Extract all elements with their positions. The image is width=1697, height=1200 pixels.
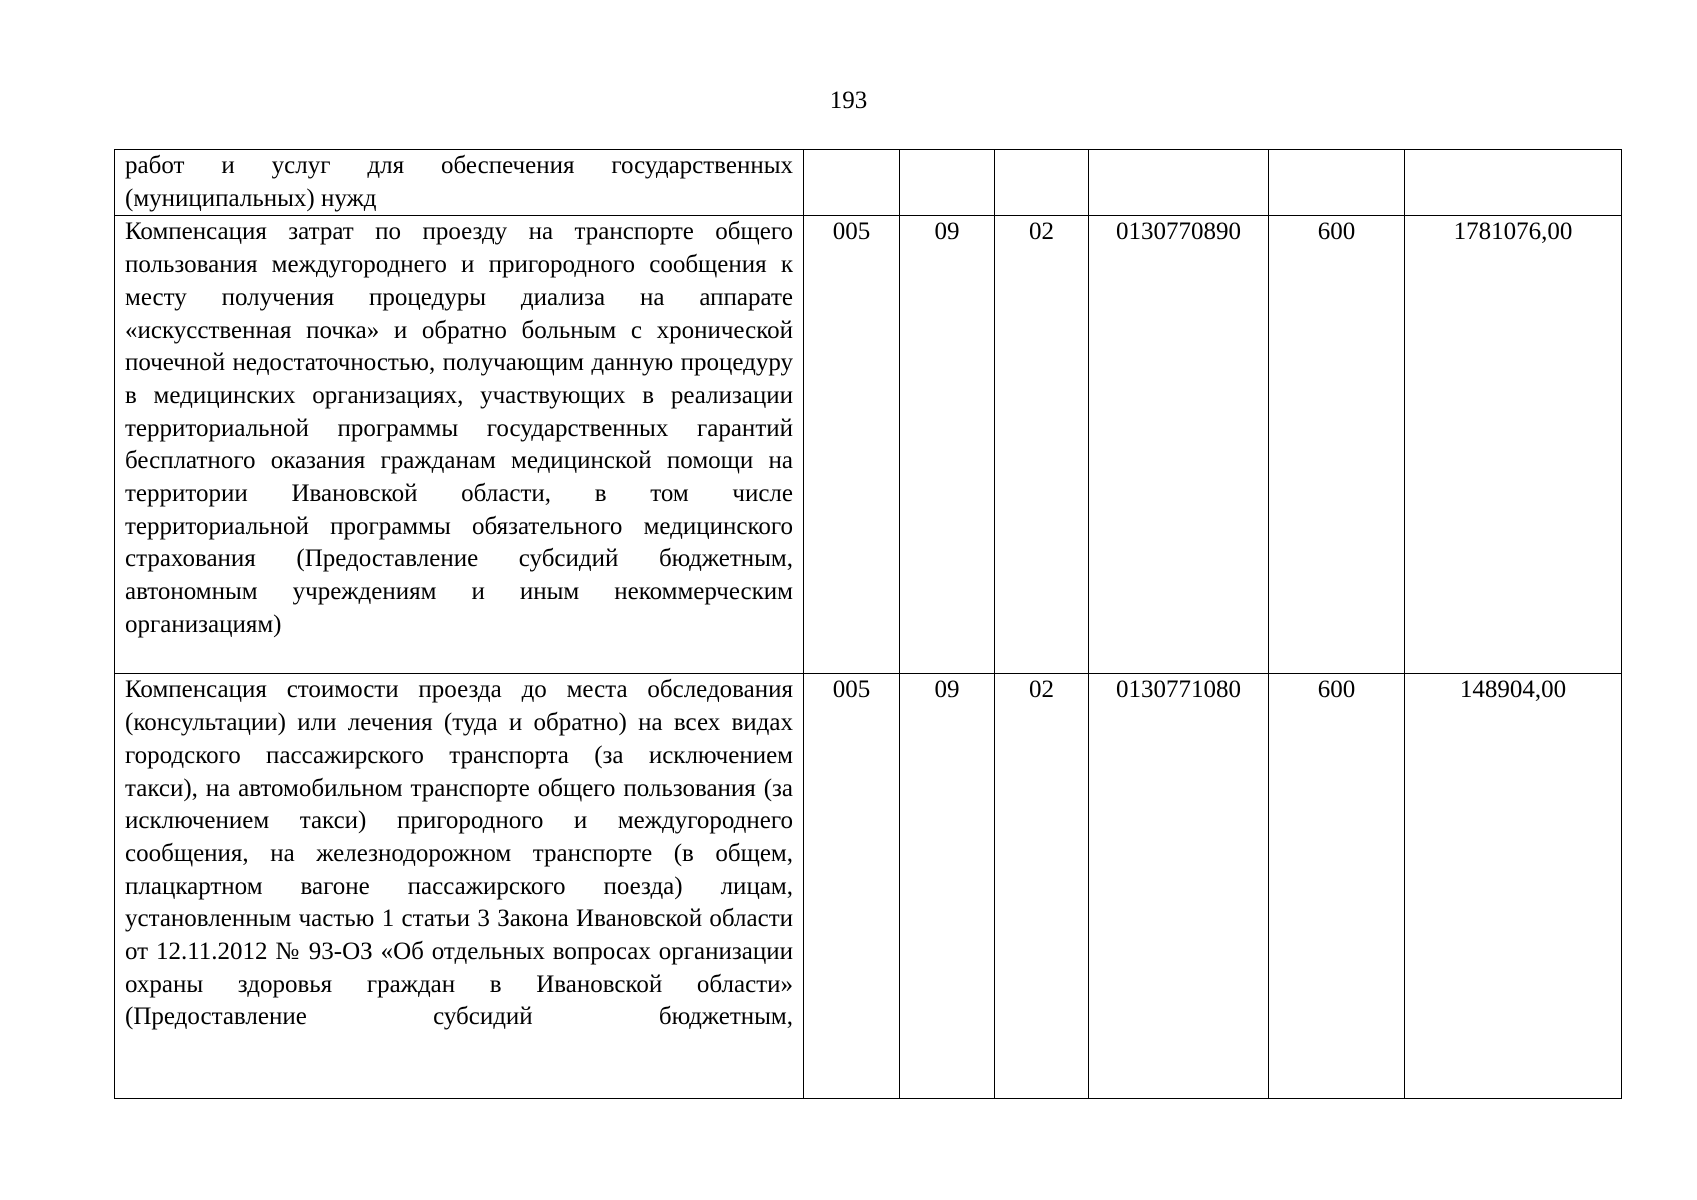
table-row xyxy=(115,674,1622,1099)
section-code: 09 xyxy=(900,216,995,674)
table-row xyxy=(115,150,1622,216)
ministry-code: 005 xyxy=(804,674,900,1099)
subsection-code xyxy=(995,150,1089,216)
expense-description: работ и услуг для обеспечения государственных (муниципальных) нужд xyxy=(115,150,804,216)
amount-value: 148904,00 xyxy=(1405,674,1622,1099)
subsection-code: 02 xyxy=(995,674,1089,1099)
expense-type-code: 600 xyxy=(1269,216,1405,674)
expense-type-code xyxy=(1269,150,1405,216)
ministry-code: 005 xyxy=(804,216,900,674)
amount-value xyxy=(1405,150,1622,216)
target-article-code: 0130771080 xyxy=(1089,674,1269,1099)
table-row xyxy=(115,216,1622,674)
target-article-code xyxy=(1089,150,1269,216)
subsection-code: 02 xyxy=(995,216,1089,674)
section-code: 09 xyxy=(900,674,995,1099)
expense-type-code: 600 xyxy=(1269,674,1405,1099)
expense-description: Компенсация затрат по проезду на транспорте общего пользования междугороднего и пригородного сообщения к месту получения процедуры диализа на аппарате «искусственная почка» и обратно больным с хронической почечной недостаточностью, получающим данную процедуру в медицинских организациях, участвующих в реализации территориальной программы государственных гарантий бесплатного оказания гражданам медицинской помощи на территории Ивановской области, в том числе территориальной программы обязательного медицинского страхования (Предоставление субсидий бюджетным, автономным учреждениям и иным некоммерческим организациям) xyxy=(115,216,804,674)
budget-table xyxy=(114,149,1622,1099)
page-number: 193 xyxy=(829,87,868,114)
amount-value: 1781076,00 xyxy=(1405,216,1622,674)
ministry-code xyxy=(804,150,900,216)
target-article-code: 0130770890 xyxy=(1089,216,1269,674)
expense-description: Компенсация стоимости проезда до места обследования (консультации) или лечения (туда и обратно) на всех видах городского пассажирского транспорта (за исключением такси), на автомобильном транспорте общего пользования (за исключением такси) пригородного и междугороднего сообщения, на железнодорожном транспорте (в общем, плацкартном вагоне пассажирского поезда) лицам, установленным частью 1 статьи 3 Закона Ивановской области от 12.11.2012 № 93-ОЗ «Об отдельных вопросах организации охраны здоровья граждан в Ивановской области» (Предоставление субсидий бюджетным, xyxy=(115,674,804,1099)
section-code xyxy=(900,150,995,216)
